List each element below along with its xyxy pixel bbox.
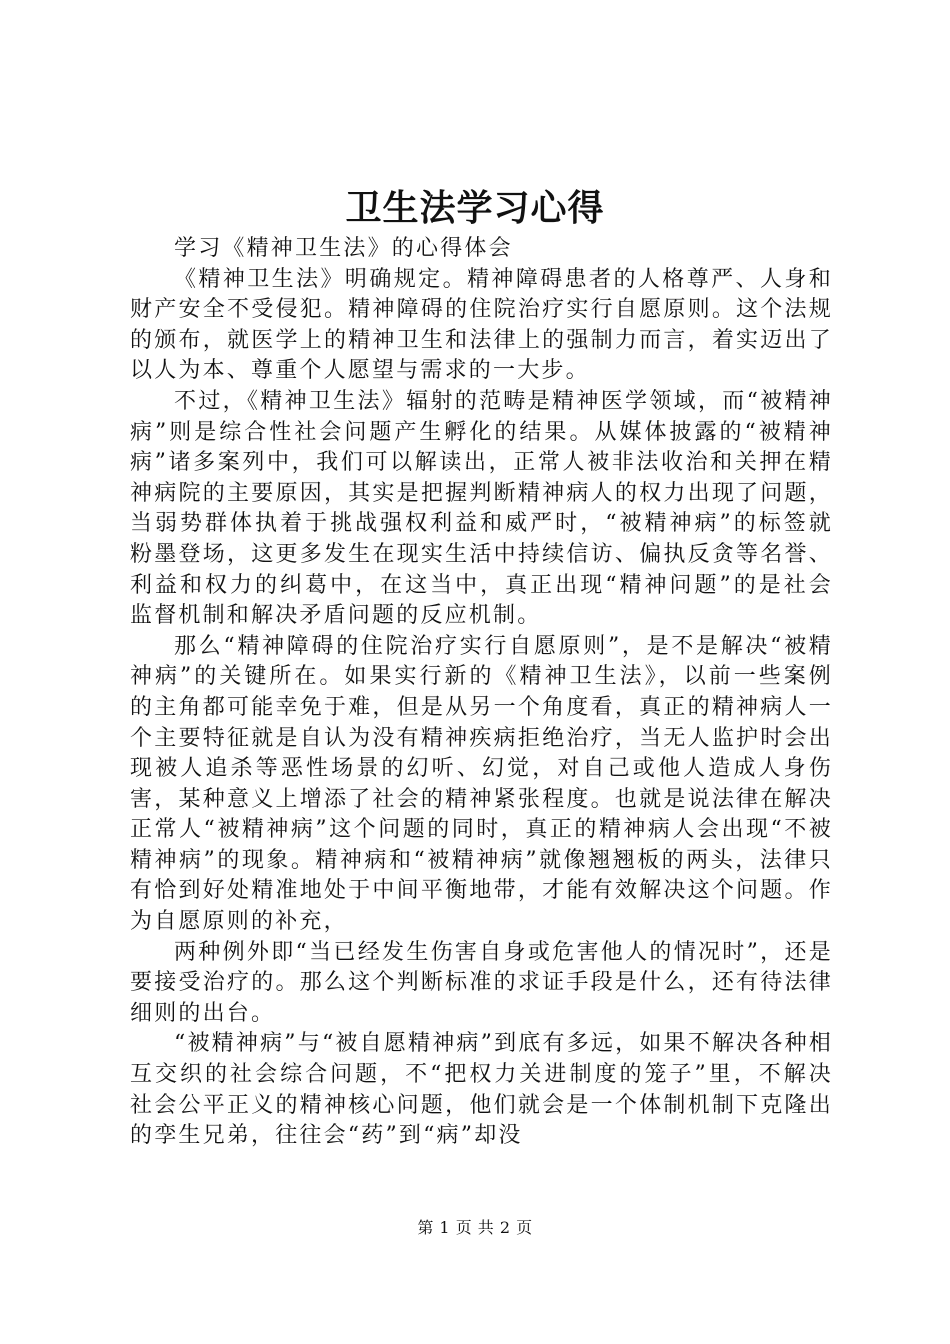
page-number-footer: 第 1 页 共 2 页	[417, 1218, 533, 1237]
paragraph-2: 不过，《精神卫生法》辐射的范畴是精神医学领域，而“被精神病”则是综合性社会问题产生孵化的结果。从媒体披露的“被精神病”诸多案列中，我们可以解读出，正常人被非法收治和关押在精神病院的主要原因，其实是把握判断精神病人的权力出现了问题，当弱势群体执着于挑战强权利益和威严时，“被精神病”的标签就粉墨登场，这更多发生在现实生活中持续信访、偏执反贪等名誉、利益和权力的纠葛中，在这当中，真正出现“精神问题”的是社会监督机制和解决矛盾问题的反应机制。	[130, 388, 833, 629]
document-title: 卫生法学习心得	[345, 187, 605, 229]
document-body	[130, 234, 833, 1152]
paragraph-3: 那么“精神障碍的住院治疗实行自愿原则”，是不是解决“被精神病”的关键所在。如果实行新的《精神卫生法》，以前一些案例的主角都可能幸免于难，但是从另一个角度看，真正的精神病人一个主要特征就是自认为没有精神疾病拒绝治疗，当无人监护时会出现被人追杀等恶性场景的幻听、幻觉，对自己或他人造成人身伤害，某种意义上增添了社会的精神紧张程度。也就是说法律在解决正常人“被精神病”这个问题的同时，真正的精神病人会出现“不被精神病”的现象。精神病和“被精神病”就像翘翘板的两头，法律只有恰到好处精准地处于中间平衡地带，才能有效解决这个问题。作为自愿原则的补充，	[130, 633, 833, 935]
paragraph-4: 两种例外即“当已经发生伤害自身或危害他人的情况时”，还是要接受治疗的。那么这个判断标准的求证手段是什么，还有待法律细则的出台。	[130, 939, 833, 1026]
paragraph-5: “被精神病”与“被自愿精神病”到底有多远，如果不解决各种相互交织的社会综合问题，不“把权力关进制度的笼子”里，不解决社会公平正义的精神核心问题，他们就会是一个体制机制下克隆出的孪生兄弟，往往会“药”到“病”却没	[130, 1031, 833, 1149]
paragraph-1: 《精神卫生法》明确规定。精神障碍患者的人格尊严、人身和财产安全不受侵犯。精神障碍的住院治疗实行自愿原则。这个法规的颁布，就医学上的精神卫生和法律上的强制力而言，着实迈出了以人为本、尊重个人愿望与需求的一大步。	[130, 266, 833, 384]
document-subtitle: 学习《精神卫生法》的心得体会	[174, 236, 513, 261]
